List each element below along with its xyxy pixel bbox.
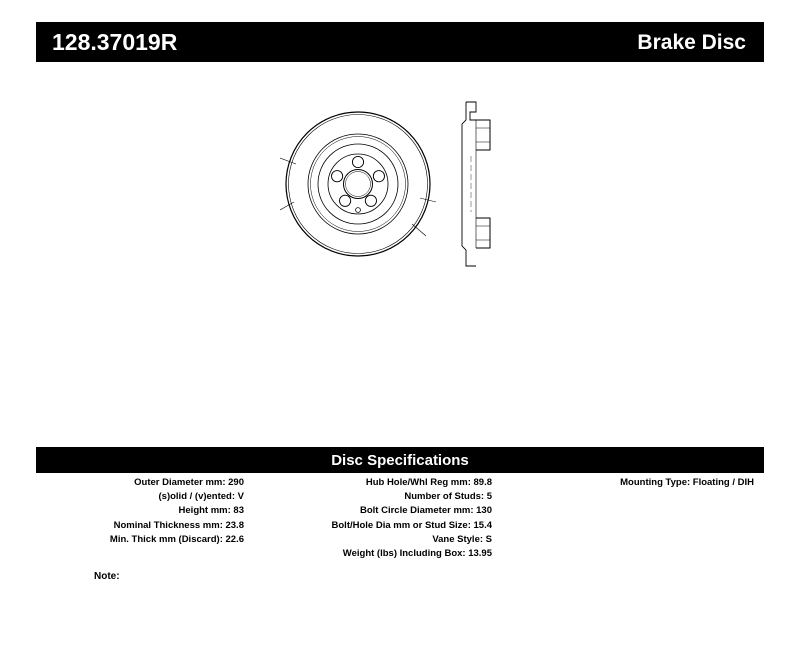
spec-item: Hub Hole/Whl Reg mm: 89.8 bbox=[365, 477, 492, 488]
spec-item: (s)olid / (v)ented: V bbox=[158, 491, 244, 503]
spec-item: Bolt/Hole Dia mm or Stud Size: 15.4 bbox=[331, 519, 492, 531]
brake-disc-face-view bbox=[280, 112, 436, 256]
spec-item: Bolt Circle Diameter mm: 130 bbox=[360, 505, 492, 517]
spec-column-2 bbox=[244, 476, 492, 561]
spec-columns bbox=[36, 476, 764, 561]
spec-item: Weight (lbs) Including Box: 13.95 bbox=[342, 548, 492, 560]
spec-item: Number of Studs: 5 bbox=[404, 491, 492, 503]
brake-disc-section-view bbox=[462, 102, 490, 266]
spec-item: Vane Style: S bbox=[432, 533, 492, 545]
spec-column-1 bbox=[36, 476, 244, 547]
brake-disc-drawing-svg bbox=[280, 90, 520, 280]
header-bar bbox=[36, 22, 764, 62]
page-title: Brake Disc bbox=[637, 30, 746, 54]
product-drawing bbox=[280, 90, 520, 280]
spec-section-bar bbox=[36, 447, 764, 473]
spec-item: Min. Thick mm (Discard): 22.6 bbox=[109, 533, 244, 545]
part-number: 128.37019R bbox=[52, 28, 178, 55]
spec-item: Mounting Type: Floating / DIH bbox=[620, 477, 754, 488]
spec-item: Nominal Thickness mm: 23.8 bbox=[113, 519, 244, 531]
spec-column-3 bbox=[492, 476, 764, 490]
spec-item: Height mm: 83 bbox=[178, 505, 244, 517]
note-label: Note: bbox=[94, 571, 120, 582]
spec-section-title: Disc Specifications bbox=[331, 451, 469, 469]
spec-item: Outer Diameter mm: 290 bbox=[134, 477, 244, 488]
